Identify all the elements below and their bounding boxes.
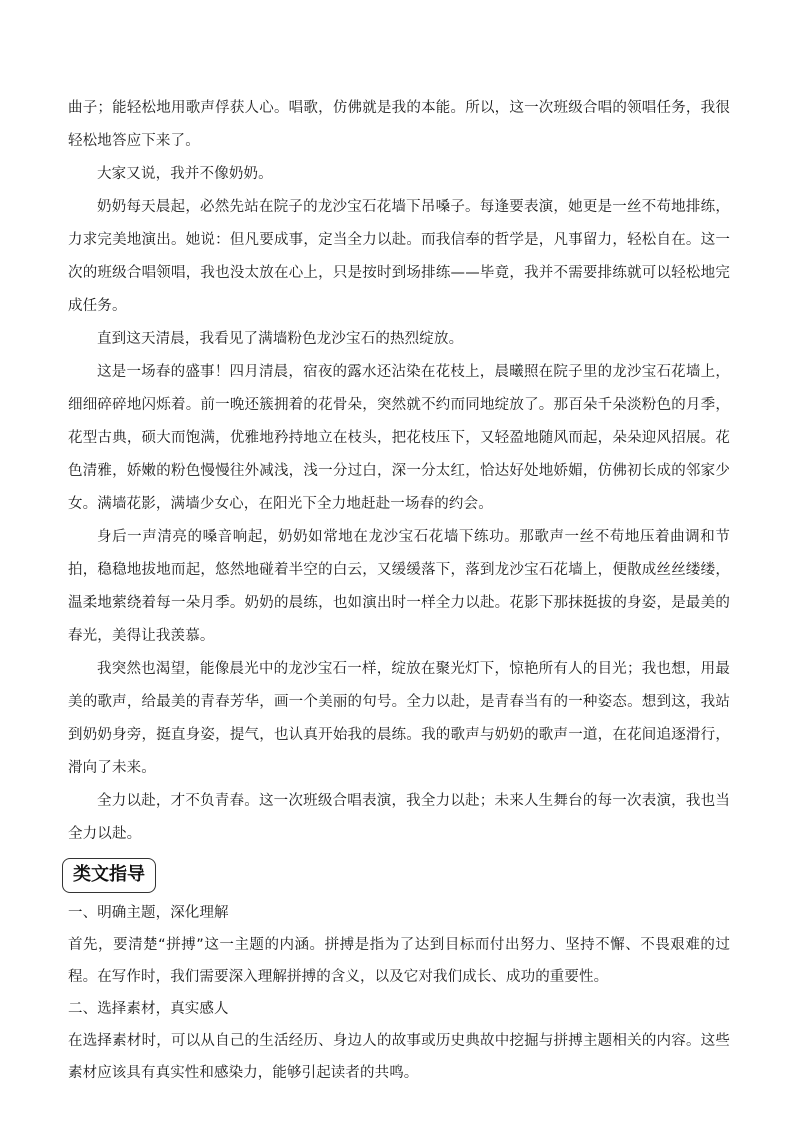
guide-paragraph-1: 首先，要清楚“拼搏”这一主题的内涵。拼搏是指为了达到目标而付出努力、坚持不懈、不畏艰难的过程。在写作时，我们需要深入理解拼搏的含义，以及它对我们成长、成功的重要性。 <box>68 937 730 985</box>
guide-heading-2: 二、选择素材，真实感人 <box>68 1001 229 1017</box>
essay-paragraph: 这是一场春的盛事！四月清晨，宿夜的露水还沾染在花枝上，晨曦照在院子里的龙沙宝石花墙上，细细碎碎地闪烁着。前一晚还簇拥着的花骨朵，突然就不约而同地绽放了。那百朵千朵淡粉色的月季，花型古典，硕大而饱满，优雅地矜持地立在枝头，把花枝压下，又轻盈地随风而起，朵朵迎风招展。花色清雅，娇嫩的粉色慢慢往外减浅，浅一分过白，深一分太红，恰达好处地娇媚，仿佛初长成的邻家少女。满墙花影，满墙少女心，在阳光下全力地赶赴一场春的约会。 <box>68 364 730 512</box>
guide-body <box>68 897 730 1089</box>
document-page <box>68 92 730 1089</box>
essay-paragraph: 直到这天清晨，我看见了满墙粉色龙沙宝石的热烈绽放。 <box>97 331 464 347</box>
essay-paragraph: 我突然也渴望，能像晨光中的龙沙宝石一样，绽放在聚光灯下，惊艳所有人的目光；我也想，用最美的歌声，给最美的青春芳华，画一个美丽的句号。全力以赴，是青春当有的一种姿态。想到这，我站到奶奶身旁，挺直身姿，提气，也认真开始我的晨练。我的歌声与奶奶的歌声一道，在花间追逐滑行，滑向了未来。 <box>68 661 730 776</box>
essay-paragraph: 曲子；能轻松地用歌声俘获人心。唱歌，仿佛就是我的本能。所以，这一次班级合唱的领唱任务，我很轻松地答应下来了。 <box>68 100 730 149</box>
guide-paragraph-2: 在选择素材时，可以从自己的生活经历、身边人的故事或历史典故中挖掘与拼搏主题相关的内容。这些素材应该具有真实性和感染力，能够引起读者的共鸣。 <box>68 1033 730 1081</box>
essay-paragraph: 身后一声清亮的嗓音响起，奶奶如常地在龙沙宝石花墙下练功。那歌声一丝不苟地压着曲调和节拍，稳稳地拔地而起，悠然地碰着半空的白云，又缓缓落下，落到龙沙宝石花墙上，便散成丝丝缕缕，温柔地萦绕着每一朵月季。奶奶的晨练，也如演出时一样全力以赴。花影下那抹挺拔的身姿，是最美的春光，美得让我羡慕。 <box>68 529 730 644</box>
essay-paragraph: 大家又说，我并不像奶奶。 <box>97 166 273 182</box>
guide-heading-1: 一、明确主题，深化理解 <box>68 905 229 921</box>
essay-paragraph: 全力以赴，才不负青春。这一次班级合唱表演，我全力以赴；未来人生舞台的每一次表演，我也当全力以赴。 <box>68 793 730 842</box>
essay-paragraph: 奶奶每天晨起，必然先站在院子的龙沙宝石花墙下吊嗓子。每逢要表演，她更是一丝不苟地排练，力求完美地演出。她说：但凡要成事，定当全力以赴。而我信奉的哲学是，凡事留力，轻松自在。这一次的班级合唱领唱，我也没太放在心上，只是按时到场排练——毕竟，我并不需要排练就可以轻松地完成任务。 <box>68 199 730 314</box>
essay-body <box>68 92 730 851</box>
section-heading-box: 类文指导 <box>62 858 156 893</box>
